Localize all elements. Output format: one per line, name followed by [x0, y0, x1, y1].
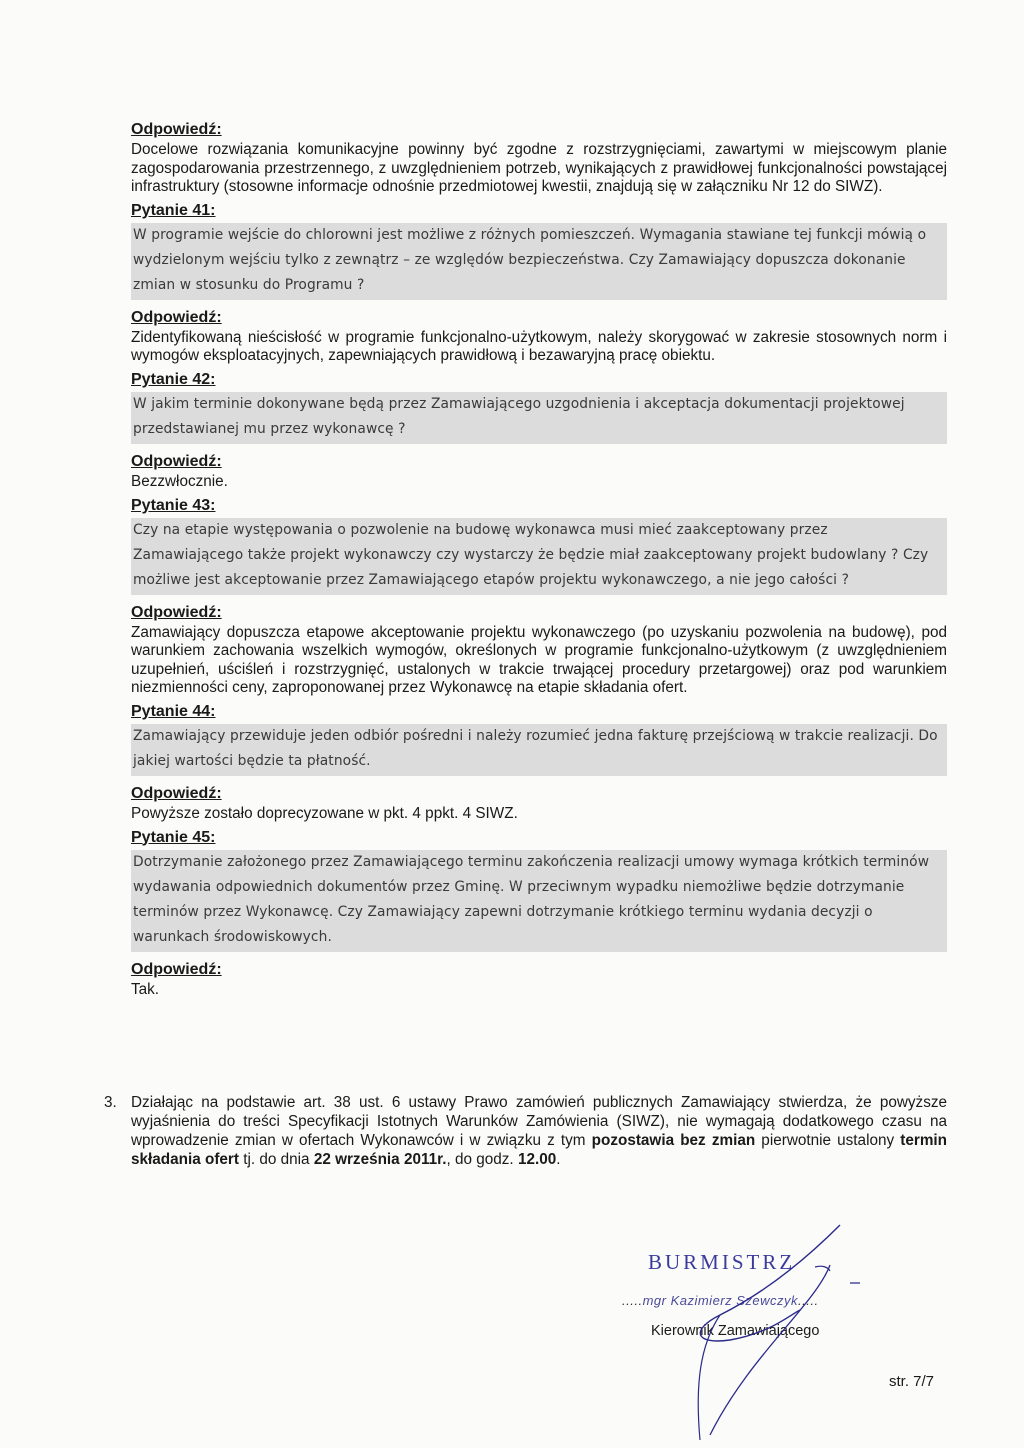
answer-heading: Odpowiedź: — [131, 784, 222, 802]
stamp-role: Kierownik Zamawiającego — [651, 1323, 820, 1339]
answer-text: Powyższe zostało doprecyzowane w pkt. 4 ppkt. 4 SIWZ. — [131, 804, 518, 822]
signature-icon — [600, 1205, 860, 1445]
answer-heading: Odpowiedź: — [131, 603, 222, 621]
answer-text: Docelowe rozwiązania komunikacyjne powinny być zgodne z rozstrzygnięciami, zawartymi w miejscowym planie zagospodarowania przestrzennego, z uwzględnieniem potrzeb, wynikających z prawidłowej funkcjonalności powstającej infrastruktury (stosowne informacje odnośnie przedmiotowej kwestii, znajdują się w załączniku Nr 12 do SIWZ). — [131, 141, 947, 196]
point-3-number: 3. — [104, 1094, 117, 1111]
point-3-text: Działając na podstawie art. 38 ust. 6 ustawy Prawo zamówień publicznych Zamawiający stwierdza, że powyższe wyjaśnienia do treści Specyfikacji Istotnych Warunków Zamówienia (SIWZ), nie wymagają dodatkowego czasu na wprowadzenie zmian w ofertach Wykonawców i w związku z tym pozostawia bez zmian pierwotnie ustalony termin składania ofert tj. do dnia 22 września 2011r., do godz. 12.00. — [131, 1094, 948, 1168]
point-3 — [104, 1093, 947, 1169]
answer-heading: Odpowiedź: — [131, 121, 222, 138]
question-text: W programie wejście do chlorowni jest możliwe z różnych pomieszczeń. Wymagania stawiane tej funkcji mówią o wydzielonym wejściu tylko z zewnątrz – ze względów bezpieczeństwa. Czy Zamawiający dopuszcza dokonanie zmian w stosunku do Programu ? — [131, 223, 947, 300]
answer-text: Tak. — [131, 980, 160, 998]
stamp-title: BURMISTRZ — [648, 1250, 796, 1274]
answer-heading: Odpowiedź: — [131, 308, 222, 326]
page-number: str. 7/7 — [889, 1373, 935, 1390]
answer-text: Zidentyfikowaną nieścisłość w programie funkcjonalno-użytkowym, należy skorygować w zakresie stosownych norm i wymogów eksploatacyjnych, zapewniających prawidłową i bezawaryjną pracę obiektu. — [131, 328, 947, 365]
document-body — [131, 118, 947, 1003]
question-heading: Pytanie 44: — [131, 702, 216, 720]
answer-text: Bezzwłocznie. — [131, 472, 228, 490]
question-text: Czy na etapie występowania o pozwolenie na budowę wykonawca musi mieć zaakceptowany przez Zamawiającego także projekt wykonawczy czy wystarczy że będzie miał zaakceptowany projekt budowlany ? Czy możliwe jest akceptowanie przez Zamawiającego etapów projektu wykonawczego, a nie jego całości ? — [131, 518, 947, 595]
answer-heading: Odpowiedź: — [131, 452, 222, 470]
answer-text: Zamawiający dopuszcza etapowe akceptowanie projektu wykonawczego (po uzyskaniu pozwolenia na budowę), pod warunkiem zachowania wszelkich wymogów, określonych w programie funkcjonalno-użytkowym (z uwzględnieniem uzupełnień, uściśleń i rozstrzygnięć, ustalonych w trakcie trwającej procedury przetargowej) oraz pod warunkiem niezmienności ceny, zaproponowanej przez Wykonawcę na etapie składania ofert. — [131, 623, 947, 697]
stamp-name: .....mgr Kazimierz Szewczyk..... — [622, 1293, 819, 1308]
question-heading: Pytanie 42: — [131, 370, 216, 388]
question-text: W jakim terminie dokonywane będą przez Zamawiającego uzgodnienia i akceptacja dokumentacji projektowej przedstawianej mu przez wykonawcę ? — [131, 392, 947, 444]
question-heading: Pytanie 41: — [131, 201, 216, 219]
question-text: Dotrzymanie założonego przez Zamawiającego terminu zakończenia realizacji umowy wymaga krótkich terminów wydawania odpowiednich dokumentów przez Gminę. W przeciwnym wypadku niemożliwe będzie dotrzymanie terminów przez Wykonawcę. Czy Zamawiający zapewni dotrzymanie krótkiego terminu wydania decyzji o warunkach środowiskowych. — [131, 850, 947, 952]
question-text: Zamawiający przewiduje jeden odbiór pośredni i należy rozumieć jedna fakturę przejściową w trakcie realizacji. Do jakiej wartości będzie ta płatność. — [131, 724, 947, 776]
question-heading: Pytanie 43: — [131, 496, 216, 514]
question-heading: Pytanie 45: — [131, 828, 216, 846]
answer-heading: Odpowiedź: — [131, 960, 222, 978]
